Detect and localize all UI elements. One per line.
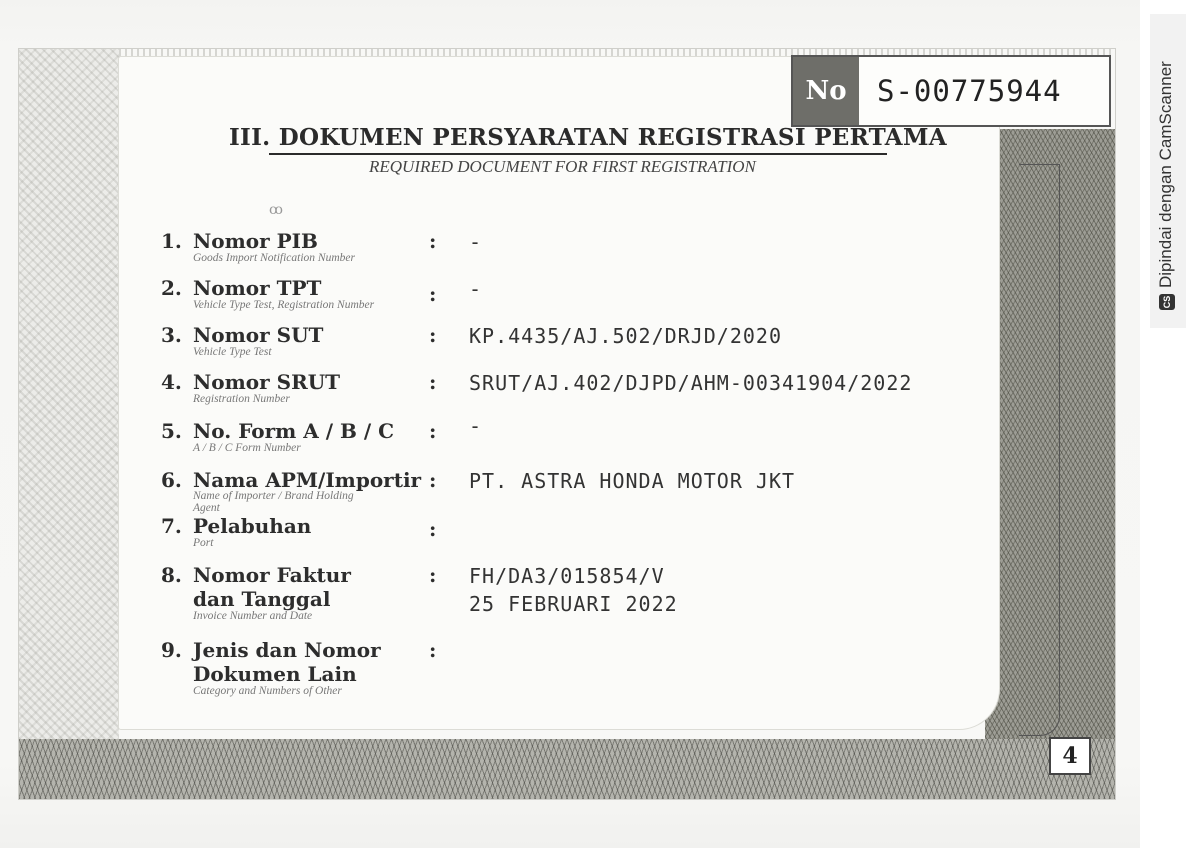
guilloche-bottom-border <box>19 739 1115 799</box>
field-sublabel-line2: Agent <box>193 502 220 514</box>
field-sublabel: Port <box>193 537 214 549</box>
field-sublabel: Invoice Number and Date <box>193 610 313 622</box>
field-value: - <box>469 230 483 254</box>
number-label: No <box>793 57 859 125</box>
field-label: Nomor Faktur <box>193 563 351 587</box>
field-colon: : <box>429 563 437 587</box>
field-sublabel: Vehicle Type Test, Registration Number <box>193 299 375 311</box>
field-value: FH/DA3/015854/V <box>469 564 665 588</box>
title-underline <box>269 153 887 155</box>
field-value-line2: 25 FEBRUARI 2022 <box>469 592 678 616</box>
field-value: SRUT/AJ.402/DJPD/AHM-00341904/2022 <box>469 371 913 395</box>
camscanner-text: Dipindai dengan CamScanner <box>1156 61 1175 288</box>
page-title: III. DOKUMEN PERSYARATAN REGISTRASI PERTAMA <box>229 124 947 151</box>
field-colon: : <box>429 468 437 492</box>
field-label: Pelabuhan <box>193 514 312 538</box>
field-label: No. Form A / B / C <box>193 419 395 443</box>
field-label-line2: Dokumen Lain <box>193 662 357 686</box>
document-page <box>18 48 1116 800</box>
field-label-line2: dan Tanggal <box>193 587 331 611</box>
field-value: KP.4435/AJ.502/DRJD/2020 <box>469 324 782 348</box>
field-sublabel: Goods Import Notification Number <box>193 252 355 264</box>
field-sublabel: Category and Numbers of Other <box>193 685 342 697</box>
field-colon: : <box>429 282 437 306</box>
field-colon: : <box>429 419 437 443</box>
number-value: S-00775944 <box>877 74 1062 108</box>
row-number: 8. <box>161 563 182 587</box>
inner-frame-line <box>1019 164 1060 736</box>
field-value: - <box>469 277 483 301</box>
field-label: Nomor SRUT <box>193 370 341 394</box>
row-number: 2. <box>161 276 182 300</box>
field-value: PT. ASTRA HONDA MOTOR JKT <box>469 469 796 493</box>
document-number-box <box>791 55 1111 127</box>
row-number: 6. <box>161 468 182 492</box>
row-number: 1. <box>161 229 182 253</box>
row-number: 5. <box>161 419 182 443</box>
camscanner-watermark <box>1156 61 1176 310</box>
field-colon: : <box>429 229 437 253</box>
field-colon: : <box>429 517 437 541</box>
row-number: 4. <box>161 370 182 394</box>
camscanner-logo-icon: CS <box>1159 294 1175 310</box>
field-sublabel: Name of Importer / Brand Holding <box>193 490 354 502</box>
field-label: Nomor PIB <box>193 229 318 253</box>
field-value: - <box>469 414 483 438</box>
field-label: Jenis dan Nomor <box>193 638 381 662</box>
page-number: 4 <box>1049 737 1091 775</box>
field-label: Nomor SUT <box>193 323 324 347</box>
field-sublabel: Registration Number <box>193 393 290 405</box>
field-label: Nomor TPT <box>193 276 322 300</box>
row-number: 3. <box>161 323 182 347</box>
guilloche-left-border <box>19 49 119 799</box>
field-sublabel: Vehicle Type Test <box>193 346 272 358</box>
field-sublabel: A / B / C Form Number <box>193 442 301 454</box>
field-colon: : <box>429 638 437 662</box>
field-colon: : <box>429 370 437 394</box>
page-subtitle: REQUIRED DOCUMENT FOR FIRST REGISTRATION <box>369 157 756 176</box>
ornament-mark: ꝏ <box>269 202 283 218</box>
field-colon: : <box>429 323 437 347</box>
field-label: Nama APM/Importir <box>193 468 422 492</box>
row-number: 9. <box>161 638 182 662</box>
row-number: 7. <box>161 514 182 538</box>
